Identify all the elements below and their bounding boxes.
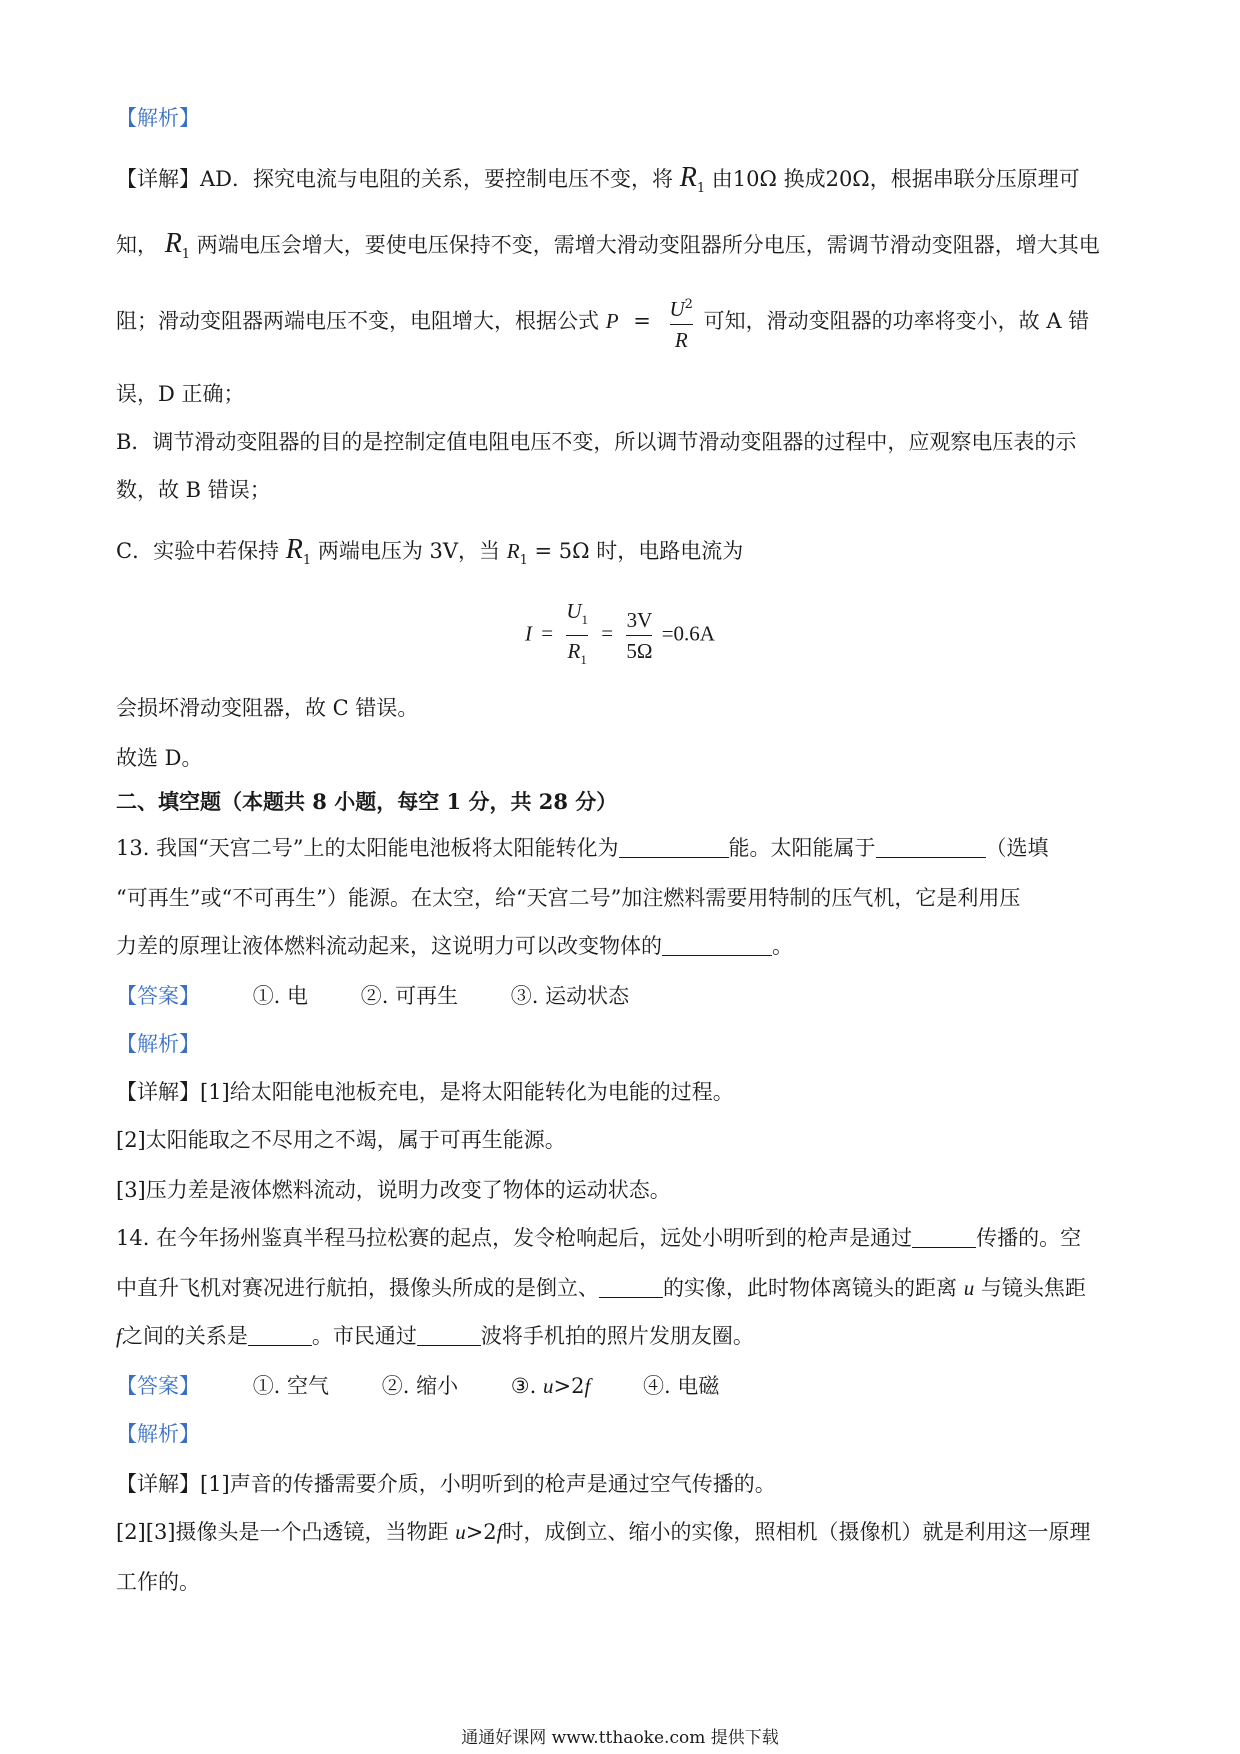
text: 能。太阳能属于 <box>728 836 876 860</box>
var-u: u <box>542 1374 554 1398</box>
section-heading: 二、填空题（本题共 8 小题，每空 1 分，共 28 分） <box>116 789 618 814</box>
detail-tag: 【详解】 <box>116 1080 200 1104</box>
detail-tag: 【详解】 <box>116 1472 200 1496</box>
answer-item: ②. 缩小 <box>381 1374 459 1398</box>
var-f: f <box>584 1374 591 1398</box>
text: 阻；滑动变阻器两端电压不变，电阻增大，根据公式 <box>116 309 599 333</box>
var-r1: R <box>506 539 520 563</box>
q12-detail-line-2 <box>116 230 1100 269</box>
text: 知， <box>116 233 158 257</box>
denominator: 5Ω <box>626 639 653 663</box>
answer-item: ①. 电 <box>252 984 309 1008</box>
analysis-label <box>116 104 200 132</box>
text: ③. <box>510 1374 537 1398</box>
text: 与镜头焦距 <box>980 1276 1086 1300</box>
answer-item: ③. 运动状态 <box>510 984 630 1008</box>
text: 13. 我国“天宫二号”上的太阳能电池板将太阳能转化为 <box>116 836 619 860</box>
text: 由10Ω 换成20Ω，根据串联分压原理可 <box>711 167 1080 191</box>
superscript: 2 <box>684 297 693 312</box>
var-u: u <box>455 1520 466 1544</box>
text: 两端电压会增大，要使电压保持不变，需增大滑动变阻器所分电压，需调节滑动变阻器，增大其电 <box>196 233 1100 257</box>
text: 中直升飞机对赛况进行航拍，摄像头所成的是倒立、 <box>116 1276 599 1300</box>
var-r: R <box>567 639 581 663</box>
text: 两端电压为 3V，当 <box>317 539 501 563</box>
q13-line-1 <box>116 834 1049 862</box>
text: 的实像，此时物体离镜头的距离 <box>663 1276 957 1300</box>
text: [2][3]摄像头是一个凸透镜，当物距 <box>116 1520 449 1544</box>
q14-detail-2 <box>116 1518 1091 1546</box>
text: 可知，滑动变阻器的功率将变小，故 A 错 <box>703 309 1090 333</box>
q13-line-3 <box>116 932 793 960</box>
answer-blank <box>876 837 986 858</box>
q14-answer-row <box>116 1372 719 1400</box>
text: >2 <box>553 1374 585 1398</box>
text: 时，成倒立、缩小的实像，照相机（摄像机）就是利用这一原理 <box>502 1520 1091 1544</box>
numerator: 3V <box>626 608 653 632</box>
text: 。市民通过 <box>311 1324 417 1348</box>
analysis-tag: 【解析】 <box>116 106 200 130</box>
q14-detail-1 <box>116 1470 776 1498</box>
equals: = <box>601 621 614 646</box>
q12-detail-line-3 <box>116 290 1089 355</box>
q12-option-c-line-1 <box>116 536 743 575</box>
var-i: I <box>525 621 532 646</box>
text: >2 <box>465 1520 497 1544</box>
var-u: U <box>669 297 685 321</box>
answer-tag: 【答案】 <box>116 984 200 1008</box>
q14-detail-3: 工作的。 <box>116 1570 200 1594</box>
text: [1]给太阳能电池板充电，是将太阳能转化为电能的过程。 <box>200 1080 734 1104</box>
current-formula <box>525 596 715 675</box>
text: 14. 在今年扬州鉴真半程马拉松赛的起点，发令枪响起后，远处小明听到的枪声是通过 <box>116 1226 913 1250</box>
q13-detail-1 <box>116 1078 734 1106</box>
subscript: 1 <box>181 247 191 262</box>
var-u: u <box>963 1276 975 1300</box>
q14-analysis-label <box>116 1420 200 1448</box>
fraction-u1-r1 <box>566 596 588 675</box>
q12-option-c-line-2: 会损坏滑动变阻器，故 C 错误。 <box>116 696 419 720</box>
detail-tag: 【详解】 <box>116 167 200 191</box>
var-r: R <box>674 328 688 352</box>
text: C．实验中若保持 <box>116 539 280 563</box>
var-f: f <box>116 1324 122 1348</box>
fraction-3v-5ohm <box>626 605 652 666</box>
q12-option-b-line-2: 数，故 B 错误； <box>116 478 271 502</box>
footer-source: 通通好课网 www.tthaoke.com 提供下载 <box>461 1728 779 1748</box>
answer-blank <box>248 1325 312 1346</box>
q12-option-b-line-1: B．调节滑动变阻器的目的是控制定值电阻电压不变，所以调节滑动变阻器的过程中，应观察电压表的示 <box>116 430 1077 454</box>
subscript: 1 <box>519 553 528 568</box>
answer-blank <box>417 1325 481 1346</box>
q12-conclusion: 故选 D。 <box>116 746 203 770</box>
answer-blank <box>599 1277 663 1298</box>
subscript: 1 <box>302 553 312 568</box>
text: 之间的关系是 <box>121 1324 248 1348</box>
power-fraction <box>670 290 693 355</box>
answer-blank <box>912 1227 976 1248</box>
q14-line-1 <box>116 1224 1081 1252</box>
equals: = <box>541 621 554 646</box>
var-r1: R <box>285 534 303 565</box>
var-r1: R <box>679 162 697 193</box>
q13-detail-3: [3]压力差是液体燃料流动，说明力改变了物体的运动状态。 <box>116 1178 671 1202</box>
var-r1: R <box>164 228 182 259</box>
answer-blank <box>662 935 772 956</box>
subscript: 1 <box>581 612 589 627</box>
equals: = <box>633 309 651 333</box>
q14-line-2 <box>116 1274 1086 1302</box>
text: 波将手机拍的照片发朋友圈。 <box>480 1324 754 1348</box>
result: =0.6A <box>661 621 715 646</box>
q12-detail-line-1 <box>116 164 1080 203</box>
answer-tag: 【答案】 <box>116 1374 200 1398</box>
subscript: 1 <box>580 652 587 667</box>
text: [1]声音的传播需要介质，小明听到的枪声是通过空气传播的。 <box>200 1472 776 1496</box>
q12-detail-line-4: 误，D 正确； <box>116 382 245 406</box>
text: AD．探究电流与电阻的关系，要控制电压不变，将 <box>200 167 674 191</box>
text: 。 <box>772 934 793 958</box>
answer-item: ④. 电磁 <box>642 1374 720 1398</box>
q13-detail-2: [2]太阳能取之不尽用之不竭，属于可再生能源。 <box>116 1128 566 1152</box>
q14-line-3 <box>116 1322 754 1350</box>
q13-analysis-label <box>116 1030 200 1058</box>
var-f: f <box>496 1520 503 1544</box>
analysis-tag: 【解析】 <box>116 1032 200 1056</box>
text: （选填 <box>985 836 1049 860</box>
answer-item <box>511 1372 591 1400</box>
q13-answer-row <box>116 982 629 1010</box>
q13-line-2: “可再生”或“不可再生”）能源。在太空，给“天宫二号”加注燃料需要用特制的压气机，它是利用压 <box>116 886 1021 910</box>
answer-blank <box>619 837 729 858</box>
var-p: P <box>605 309 619 333</box>
analysis-tag: 【解析】 <box>116 1422 200 1446</box>
answer-item: ②. 可再生 <box>360 984 459 1008</box>
text: 传播的。空 <box>976 1226 1082 1250</box>
answer-item: ①. 空气 <box>252 1374 330 1398</box>
text: = 5Ω 时，电路电流为 <box>534 539 744 563</box>
text: 力差的原理让液体燃料流动起来，这说明力可以改变物体的 <box>116 934 662 958</box>
var-u: U <box>566 599 582 623</box>
subscript: 1 <box>696 181 706 196</box>
